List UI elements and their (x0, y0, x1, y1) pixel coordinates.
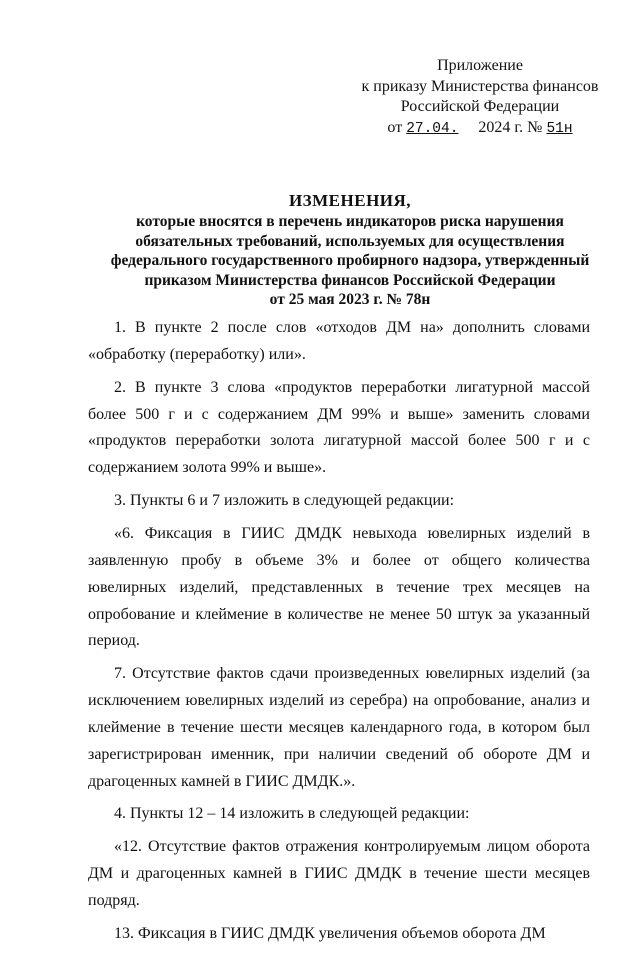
paragraph-8: 13. Фиксация в ГИИС ДМДК увеличения объемов оборота ДМ (114, 925, 546, 943)
paragraph-2: 2. В пункте 3 слова «продуктов переработки лигатурной массой более 500 г и с содержанием ДМ 99% и выше» заменить словами «продуктов переработки золота лигатурной массой более 500 г и с содержанием золота 99% и выше». (88, 378, 590, 477)
annex-header (360, 56, 600, 139)
paragraph-7: «12. Отсутствие фактов отражения контролируемым лицом оборота ДМ и драгоценных камней в ГИИС ДМДК в течение шести месяцев подряд. (88, 838, 590, 910)
title-heading: ИЗМЕНЕНИЯ, (288, 191, 412, 210)
paragraph-1: 1. В пункте 2 после слов «отходов ДМ на» дополнить словами «обработку (переработку) или». (88, 319, 590, 363)
paragraph-3: 3. Пункты 6 и 7 изложить в следующей редакции: (114, 492, 455, 510)
order-year: 2024 г. № (478, 118, 543, 136)
document-title (60, 190, 640, 310)
title-line-3: федерального государственного пробирного надзора, утвержденный (110, 252, 590, 270)
paragraph-5: 7. Отсутствие фактов сдачи произведенных ювелирных изделий (за исключением ювелирных изделий из серебра) на опробование, анализ и клеймение в течение шести месяцев календарного года, в котором был зарегистрирован именник, при наличии сведений об обороте ДМ и драгоценных камней в ГИИС ДМДК.». (88, 665, 590, 790)
paragraph-6: 4. Пункты 12 – 14 изложить в следующей редакции: (114, 805, 470, 823)
date-prefix: от (387, 118, 403, 136)
order-number: 51н (546, 120, 573, 137)
document-body (88, 315, 590, 954)
annex-date-line (360, 118, 600, 140)
title-line-4: приказом Министерства финансов Российской Федерации (144, 271, 556, 289)
order-date: 27.04. (406, 120, 459, 137)
title-line-1: которые вносятся в перечень индикаторов риска нарушения (136, 213, 564, 230)
paragraph-4: «6. Фиксация в ГИИС ДМДК невыхода ювелирных изделий в заявленную пробу в объеме 3% и более от общего количества ювелирных изделий, представленных в течение трех месяцев на опробование и клеймение в количестве не менее 50 штук за указанный период. (88, 525, 590, 650)
title-line-5: от 25 мая 2023 г. № 78н (269, 291, 431, 309)
annex-label: Приложение (437, 57, 523, 74)
title-line-2: обязательных требований, используемых для осуществления (135, 232, 565, 250)
annex-country: Российской Федерации (400, 98, 560, 115)
annex-order-ref: к приказу Министерства финансов (361, 77, 599, 95)
